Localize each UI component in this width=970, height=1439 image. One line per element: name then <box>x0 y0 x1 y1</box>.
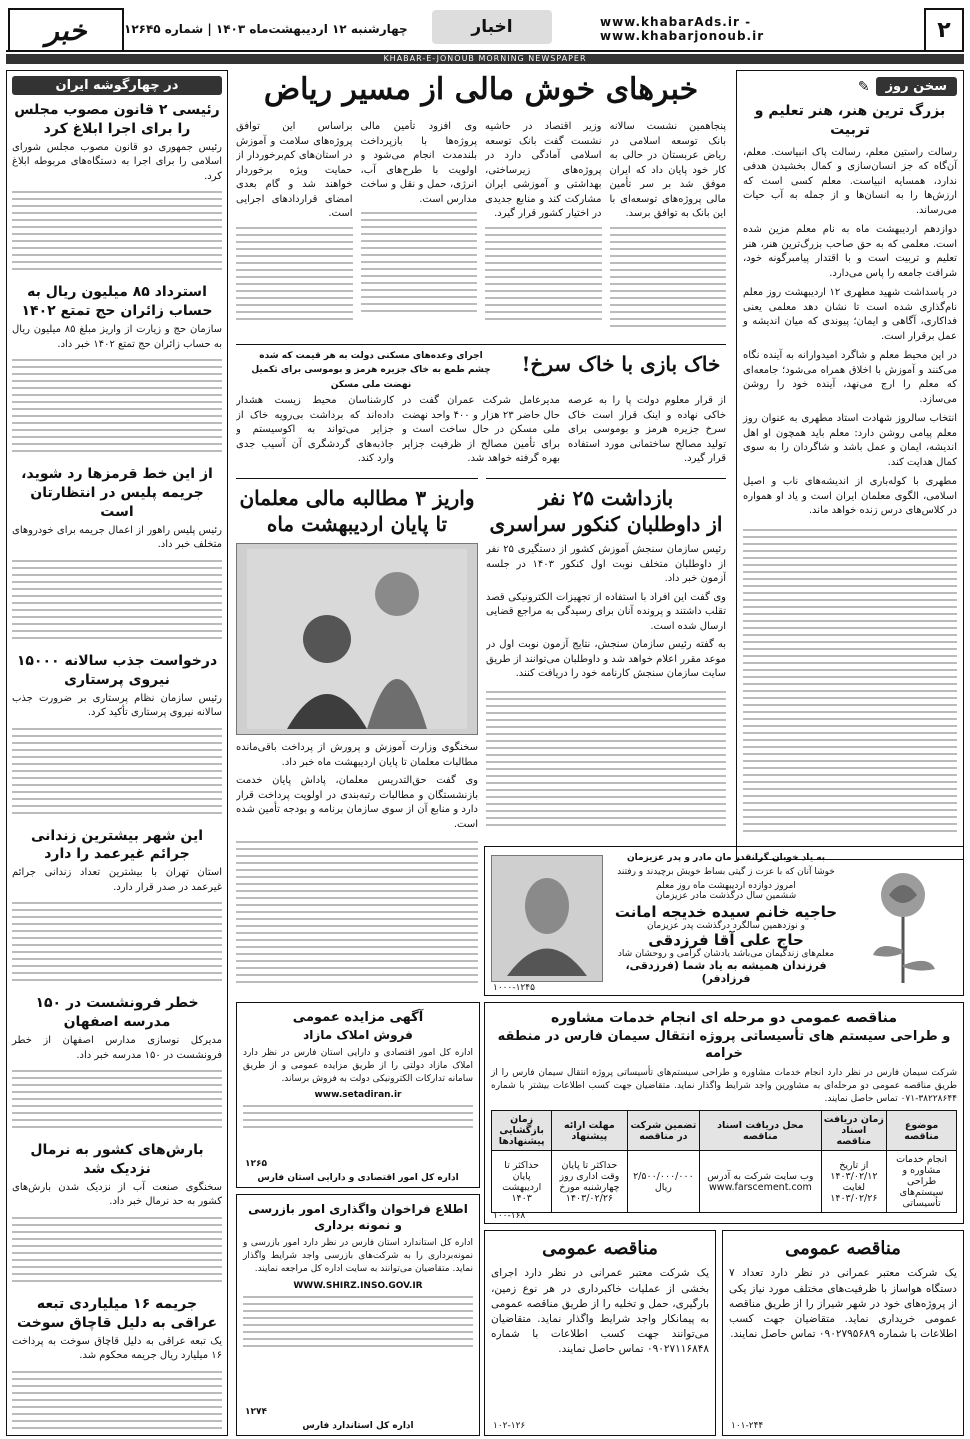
editorial-column <box>736 70 964 860</box>
news-title: از این خط قرمزها رد شوید، جریمه پلیس در انتظارتان است <box>21 466 213 520</box>
text-lines <box>236 222 353 325</box>
editorial-paragraph: رسالت راستین معلم، رسالت پاک انبیاست. معلم، آن‌گاه که جز انسان‌سازی و کمال بخشیدن هدفی ندارد، همسایه انبیاست. معلم کسی است که ارزش‌ها را به انسان‌ها و از جمله به آب حیات می‌رساند. <box>743 146 957 216</box>
tender-header-cell: موضوع مناقصه <box>887 1111 957 1151</box>
tender3-title: مناقصه عمومی <box>785 1238 901 1259</box>
teachers-headline: واریز ۳ مطالبه مالی معلمان <box>239 486 475 510</box>
obituary-line: و نوزدهمین سالگرد درگذشت پدر عزیزمان <box>647 921 805 931</box>
auction-subtitle: فروش املاک مازاد <box>303 1027 413 1042</box>
auction-code: ۱۲۶۵ <box>245 1159 267 1169</box>
tender-body: شرکت سیمان فارس در نظر دارد انجام خدمات مشاوره و طراحی سیستم‌های تأسیساتی پروژه انتقال سیمان فارس را از طریق مناقصه عمومی دو مرحله‌ای به مشاورین واجد شرایط واگذار نماید. متقاضیان جهت کسب اطلاعات بیشتر با شماره ۳۸۲۲۸۶۴۴-۰۷۱ تماس حاصل نمایند. <box>491 1067 957 1105</box>
tender-header-cell: مهلت ارائه پیشنهاد <box>552 1111 627 1151</box>
housing-headline: خاک بازی با خاک سرخ! <box>521 352 721 376</box>
text-lines <box>243 1291 473 1352</box>
tender2-body: یک شرکت معتبر عمرانی در نظر دارد اجرای بخشی از عملیات خاکبرداری در هر نوع زمین، بارگیری، حمل و تخلیه را از طریق مناقصه عمومی به پیمانکار واجد شرایط واگذار نماید. متقاضیان می‌توانند جهت کسب اطلاعات با شماره ۰۹۰۲۷۱۱۶۸۴۸ تماس حاصل نمایند. <box>491 1267 709 1356</box>
table-row <box>492 1151 957 1213</box>
main-headline-area <box>236 72 726 116</box>
text-lines <box>12 897 222 986</box>
teachers-headline-2: تا پایان اردیبهشت ماه <box>266 512 448 536</box>
main-paragraph: وزیر اقتصاد در حاشیه نشست گفت بانک توسعه اسلامی آمادگی دارد در پروژه‌های زیرساختی، بهداشتی و آموزشی ایران مشارکت کند و منابع جدیدی در اختیار کشور قرار گیرد. <box>485 121 602 219</box>
news-title: بارش‌های کشور به نرمال نزدیک شد <box>30 1142 204 1177</box>
obituary-line: امروز دوازده اردیبهشت ماه روز معلم <box>656 881 796 891</box>
inspection-body: اداره کل استاندارد استان فارس در نظر دارد امور بازرسی و نمونه‌برداری را به شرکت‌های بازرسی واجد شرایط واگذار نماید. متقاضیان می‌توانند به سایت اداره کل مراجعه نمایند. <box>243 1238 473 1275</box>
inspection-notice <box>236 1194 480 1436</box>
housing-paragraph: مدیرعامل شرکت عمران گفت در حال حاضر ۲۳ هزار و ۴۰۰ واحد نهضت ملی مسکن در حال ساخت است و برای تأمین مصالح از ظرفیت جزایر بهره گرفته خواهد شد. <box>402 395 560 464</box>
news-body: سخنگوی صنعت آب از نزدیک شدن بارش‌های کشور به حد نرمال خبر داد. <box>12 1181 222 1208</box>
tender-header-cell: زمان دریافت اسناد مناقصه <box>821 1111 887 1151</box>
tender3-body: یک شرکت معتبر عمرانی در نظر دارد تعداد ۷ دستگاه هواساز با ظرفیت‌های مختلف مورد نیاز یکی از پروژه‌های خود در شهر شیراز را از طریق مناقصه عمومی خریداری نماید. متقاضیان جهت کسب اطلاعات با شماره ۰۹۰۲۷۹۵۶۸۹ تماس حاصل نمایند. <box>729 1267 957 1341</box>
text-lines <box>743 524 957 837</box>
housing-paragraph: کارشناسان محیط زیست هشدار داده‌اند که برداشت بی‌رویه خاک از جزایر می‌تواند به اکوسیستم و جاذبه‌های گردشگری آن آسیب جدی وارد کند. <box>236 395 394 464</box>
text-lines <box>610 222 727 332</box>
section-title: اخبار <box>432 10 552 44</box>
news-body: رئیس سازمان نظام پرستاری بر ضرورت جذب سالانه نیروی پرستاری تأکید کرد. <box>12 692 222 719</box>
tender-notice-3 <box>722 1230 964 1436</box>
housing-subkicker: چشم طمع به خاک جزیره هرمز و بوموسی برای تکمیل نهضت ملی مسکن <box>251 365 491 390</box>
housing-header <box>236 344 726 392</box>
page-number: ۲ <box>924 8 964 52</box>
tender-header-cell: زمان بازگشایی پیشنهادها <box>492 1111 552 1151</box>
news-title: درخواست جذب سالانه ۱۵۰۰۰ نیروی پرستاری <box>16 652 218 688</box>
inspection-title: اطلاع فراخوان واگذاری امور بازرسی و نمونه برداری <box>248 1202 468 1233</box>
news-title: استرداد ۸۵ میلیون ریال به حساب زائران حج تمتع ۱۴۰۲ <box>21 284 213 320</box>
housing-story <box>236 394 726 474</box>
editorial-paragraph: مطهری با کوله‌باری از اندیشه‌های ناب و اصیل اسلامی، الگوی معلمان ایران است و یاد او همواره در کلاس‌های درس زنده خواهد ماند. <box>743 476 957 517</box>
inspection-website[interactable]: WWW.SHIRZ.INSO.GOV.IR <box>293 1280 423 1291</box>
tender-header-cell: محل دریافت اسناد مناقصه <box>700 1111 821 1151</box>
teachers-paragraph: سخنگوی وزارت آموزش و پرورش از پرداخت باقی‌مانده مطالبات معلمان تا پایان اردیبهشت ماه خبر داد. <box>236 742 478 768</box>
konkur-headline-2: از داوطلبان کنکور سراسری <box>489 512 723 536</box>
text-lines <box>361 207 478 317</box>
tender-cell: ۲/۵۰۰/۰۰۰/۰۰۰ ریال <box>627 1151 700 1213</box>
housing-kicker: اجرای وعده‌های مسکنی دولت به هر قیمت که شده <box>259 351 483 361</box>
tender-header-cell: تضمین شرکت در مناقصه <box>627 1111 700 1151</box>
tender-notice-2 <box>484 1230 716 1436</box>
text-lines <box>486 686 726 831</box>
tender-cell: حداکثر تا پایان وقت اداری روز چهارشنبه مورخ ۱۴۰۳/۰۲/۲۶ <box>552 1151 627 1213</box>
obituary-notice <box>484 846 964 996</box>
teacher-student-photo <box>236 543 478 735</box>
pen-icon: ✎ <box>857 78 870 95</box>
text-lines <box>12 1212 222 1287</box>
obituary-line: ششمین سال درگذشت مادر عزیزمان <box>655 891 797 901</box>
auction-notice <box>236 1002 480 1188</box>
dateline: چهارشنبه ۱۲ اردیبهشت‌ماه ۱۴۰۳ | شماره ۱۲۶۴۵ <box>124 22 408 36</box>
text-lines <box>12 354 222 457</box>
rose-illustration <box>849 855 957 985</box>
text-lines <box>485 222 602 325</box>
news-title: خطر فرونشست در ۱۵۰ مدرسه اصفهان <box>35 995 199 1031</box>
obituary-verse: خوشا آنان که با عزت ز گیتی بساط خویش برچیدند و رفتند <box>617 867 835 877</box>
news-title: این شهر بیشترین زندانی جرائم غیرعمد را دارد <box>30 827 204 863</box>
editorial-paragraph: در این محیط معلم و شاگرد امیدوارانه به آینده نگاه می‌کنند و آموزش با اخلاق همراه می‌شود؛ جامعه‌ای که معلم را ارج می‌نهد، آینده خود را روشن می‌سازد. <box>743 350 957 405</box>
tender2-title: مناقصه عمومی <box>542 1238 658 1259</box>
english-band: KHABAR-E-JONOUB MORNING NEWSPAPER <box>6 54 964 64</box>
obituary-line: معلم‌های زندگیمان می‌باشد یادشان گرامی و روحشان شاد <box>617 949 835 959</box>
tender-title: مناقصه عمومی دو مرحله ای انجام خدمات مشاوره <box>551 1010 897 1026</box>
inspection-signoff: اداره کل استاندارد فارس <box>302 1421 414 1431</box>
news-body: سازمان حج و زیارت از واریز مبلغ ۸۵ میلیون ریال به حساب زائران حج تمتع ۱۴۰۲ خبر داد. <box>12 324 222 350</box>
main-headline: خبرهای خوش مالی از مسیر ریاض <box>263 72 699 107</box>
news-body: یک تبعه عراقی به دلیل قاچاق سوخت به پرداخت ۱۶ میلیارد ریال جریمه محکوم شد. <box>12 1335 222 1362</box>
text-lines <box>236 836 478 988</box>
tender-notice <box>484 1002 964 1224</box>
text-lines <box>12 723 222 819</box>
deceased-name-1: حاجیه خانم سیده خدیجه امانت <box>614 903 838 921</box>
housing-paragraph: از قرار معلوم دولت پا را به عرصه خاکی نهاده و اینک قرار است خاک سرخ جزیره هرمز و بوموسی برای تولید مصالح ساختمانی مورد استفاده قرار گیرد. <box>568 395 726 464</box>
editorial-paragraph: دوازدهم اردیبهشت ماه به نام معلم مزین شده است. معلمی که به حق صاحب بزرگ‌ترین هنر، هنر تعلیم و تربیت است و با اقتدار پیامبرگونه خود، شرافت جامعه را پاس می‌دارد. <box>743 224 957 279</box>
konkur-paragraph: وی گفت این افراد با استفاده از تجهیزات الکترونیکی قصد تقلب داشتند و پرونده آنان برای رسیدگی به مراجع قضایی ارسال شده است. <box>486 591 726 632</box>
newspaper-logo: خبر <box>8 8 124 52</box>
news-body: رئیس پلیس راهور از اعمال جریمه برای خودروهای متخلف خبر داد. <box>12 524 222 551</box>
text-lines <box>243 1100 473 1133</box>
editorial-tag: سخن روز <box>876 77 957 96</box>
main-story <box>236 120 726 340</box>
tender-cell: از تاریخ ۱۴۰۳/۰۲/۱۲ لغایت ۱۴۰۳/۰۲/۲۶ <box>821 1151 887 1213</box>
editorial-paragraph: انتخاب سالروز شهادت استاد مطهری به عنوان روز معلم پیامی روشن دارد: معلم باید همچون او اهل اندیشه، ایمان و عمل باشد و شاگردان را به سوی کمال هدایت کند. <box>743 413 957 468</box>
main-paragraph: براساس این توافق پروژه‌های سلامت و آموزش در استان‌های کم‌برخوردار از حمایت ویژه برخوردار خواهند شد و گام بعدی امضای قراردادهای اجرایی است. <box>236 121 353 219</box>
inspection-code: ۱۲۷۴ <box>245 1407 267 1417</box>
photo-illustration <box>247 549 467 729</box>
teachers-story <box>236 478 478 988</box>
auction-body: اداره کل امور اقتصادی و دارایی استان فارس در نظر دارد املاک مازاد دولتی را از طریق مزایده عمومی و از طریق سامانه تدارکات الکترونیکی دولت به فروش برساند. <box>243 1047 473 1084</box>
tender2-code: ۱۰۲-۱۲۶ <box>493 1421 526 1431</box>
text-lines <box>12 555 222 644</box>
auction-title: آگهی مزایده عمومی <box>292 1010 424 1025</box>
obituary-signoff: فرزندان همیشه به یاد شما (فرزدقی، فرزادفر) <box>625 959 827 985</box>
konkur-story <box>486 478 726 838</box>
rose-icon <box>849 855 957 985</box>
teachers-paragraph: وی گفت حق‌التدریس معلمان، پاداش پایان خدمت بازنشستگان و مطالبات رتبه‌بندی در اولویت پرداخت قرار دارد و منابع آن از سوی سازمان برنامه و بودجه تأمین شده است. <box>236 775 478 830</box>
tender3-code: ۱۰۱-۲۴۴ <box>731 1421 764 1431</box>
konkur-headline: بازداشت ۲۵ نفر <box>538 486 674 510</box>
editorial-title: بزرگ ترین هنر، هنر تعلیم و تربیت <box>754 103 946 138</box>
portrait-illustration <box>497 861 597 976</box>
news-body: مدیرکل نوسازی مدارس اصفهان از خطر فرونشست در ۱۵۰ مدرسه خبر داد. <box>12 1035 222 1061</box>
website-urls[interactable]: www.khabarAds.ir - www.khabarjonoub.ir <box>600 15 765 43</box>
text-lines <box>12 1366 222 1434</box>
auction-website[interactable]: www.setadiran.ir <box>314 1089 402 1100</box>
tender-table <box>491 1110 957 1213</box>
deceased-name-2: حاج علی آقا فرزدقی <box>648 931 804 949</box>
news-title: رئیسی ۲ قانون مصوب مجلس را برای اجرا ابلاغ کرد <box>14 102 220 137</box>
news-body: استان تهران با بیشترین تعداد زندانی جرائم غیرعمد در صدر قرار دارد. <box>12 867 222 893</box>
regional-news-column <box>6 70 228 1436</box>
auction-signoff: اداره کل امور اقتصادی و دارایی استان فارس <box>257 1173 459 1183</box>
news-body: رئیس جمهوری دو قانون مصوب مجلس شورای اسلامی را برای اجرا به دستگاه‌های مربوطه ابلاغ کرد. <box>12 141 222 182</box>
main-paragraph: پنجاهمین نشست سالانه بانک توسعه اسلامی در ریاض عربستان در حالی به کار خود پایان داد که ایران موفق شد بر سر تأمین مالی پروژه‌های توسعه‌ای با این بانک به توافق برسد. <box>609 121 726 219</box>
tender-cell: انجام خدمات مشاوره و طراحی سیستم‌های تأسیساتی <box>887 1151 957 1213</box>
konkur-paragraph: رئیس سازمان سنجش آموزش کشور از دستگیری ۲۵ نفر از داوطلبان متخلف نوبت اول کنکور ۱۴۰۳ در جلسه آزمون خبر داد. <box>486 544 726 584</box>
masthead <box>6 8 964 52</box>
tender-cell-link[interactable]: وب سایت شرکت به آدرس www.farscement.com <box>700 1151 821 1213</box>
konkur-paragraph: به گفته رئیس سازمان سنجش، نتایج آزمون نوبت اول در موعد مقرر اعلام خواهد شد و داوطلبان می‌توانند از طریق سایت سازمان سنجش کارنامه خود را دریافت کنند. <box>486 639 726 679</box>
text-lines <box>12 186 222 275</box>
tender-header-row <box>492 1111 957 1151</box>
tender-code: ۱۰۰-۱۶۸ <box>493 1211 526 1221</box>
obituary-code: ۱۰۰۰-۱۲۴۵ <box>493 983 535 993</box>
editorial-paragraph: در پاسداشت شهید مطهری ۱۲ اردیبهشت روز معلم نام‌گذاری شده است تا نشان دهد معلمی یعنی فداکاری، آگاهی و ایمان؛ پیوندی که میان اندیشه و عمل برقرار است. <box>743 287 957 342</box>
news-title: جریمه ۱۶ میلیاردی تبعه عراقی به دلیل قاچاق سوخت <box>16 1295 218 1331</box>
obituary-heading: به یاد خوبان گرانقدر مان مادر و پدر عزیزمان <box>626 853 826 863</box>
tender-subtitle: و طراحی سیستم های تأسیساتی پروژه انتقال سیمان فارس در منطقه خرامه <box>497 1028 951 1062</box>
main-paragraph: وی افزود تأمین مالی پروژه‌ها با بازپرداخت بلندمدت انجام می‌شود و اولویت با طرح‌های آب، انرژی، حمل و نقل و ساخت مدارس است. <box>360 121 477 205</box>
portrait-photo <box>491 855 603 982</box>
tender-cell: حداکثر تا پایان اردیبهشت ۱۴۰۳ <box>492 1151 552 1213</box>
regional-tag: در چهارگوشه ایران <box>12 76 222 95</box>
text-lines <box>12 1065 222 1133</box>
